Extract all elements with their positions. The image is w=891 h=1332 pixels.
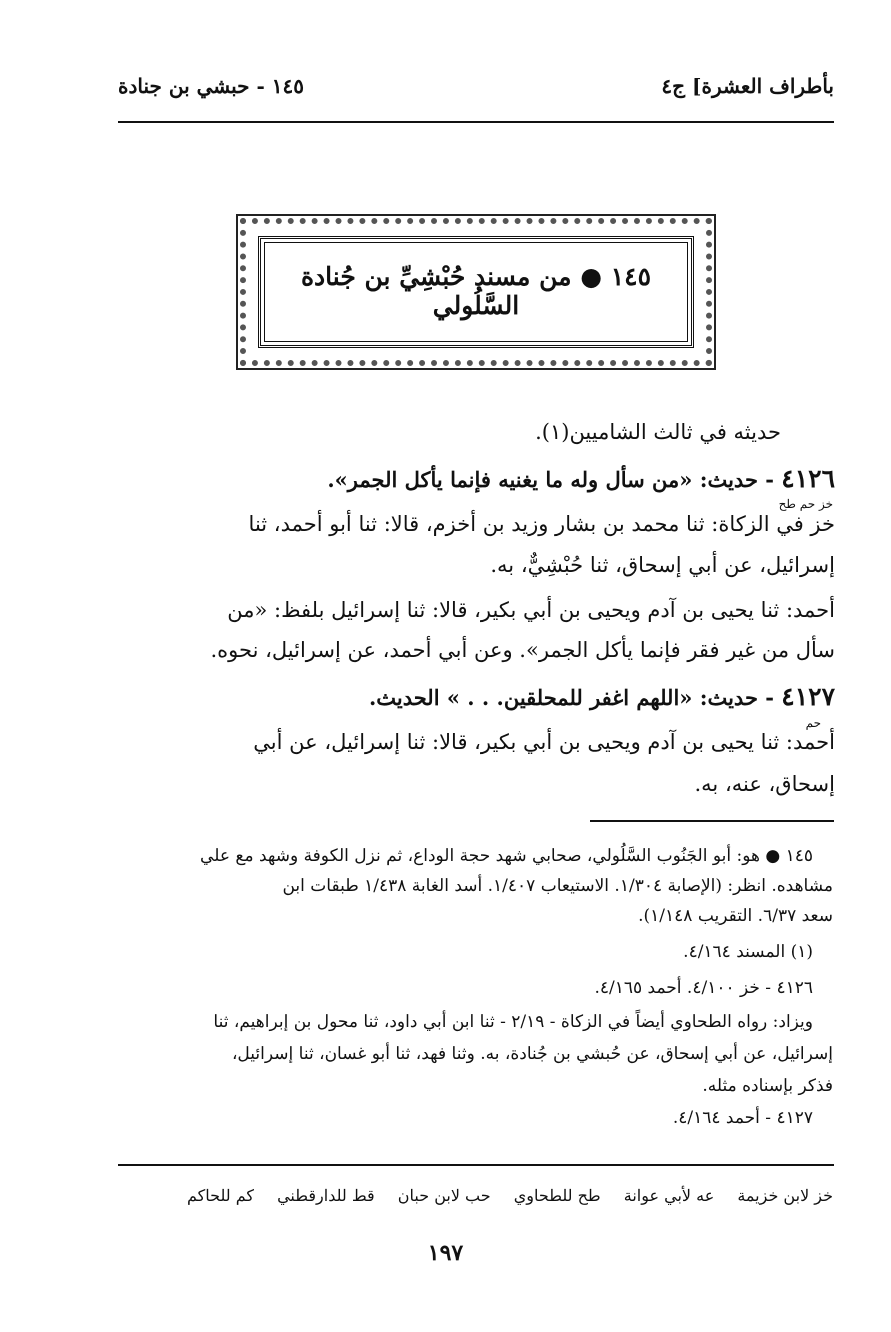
text-line: أحمد: ثنا يحيى بن آدم ويحيى بن أبي بكير، قالا: ثنا إسرائيل، عن أبي bbox=[253, 730, 835, 754]
abbreviation-item: خز لابن خزيمة bbox=[737, 1186, 833, 1205]
header-rule bbox=[118, 121, 834, 123]
hadith-heading-text: - حديث: «اللهم اغفر للمحلقين. . . » الحديث. bbox=[368, 685, 774, 710]
abbreviation-item: حب لابن حبان bbox=[397, 1186, 491, 1205]
running-header bbox=[118, 74, 834, 106]
hadith-4127-heading bbox=[118, 682, 835, 711]
footnote-line: مشاهده. انظر: (الإصابة ١/٣٠٤. الاستيعاب ١/٤٠٧. أسد الغابة ١/٤٣٨ طبقات ابن bbox=[282, 876, 833, 896]
intro-line: حديثه في ثالث الشاميين(١). bbox=[535, 420, 781, 444]
abbreviation-item: عه لأبي عوانة bbox=[623, 1186, 715, 1205]
text-line: إسحاق، عنه، به. bbox=[694, 772, 835, 796]
footnote-line: فذكر بإسناده مثله. bbox=[702, 1076, 833, 1096]
header-book-title: بأطراف العشرة] ج٤ bbox=[661, 74, 834, 98]
text-line: سأل من غير فقر فإنما يأكل الجمر». وعن أبي أحمد، عن إسرائيل، نحوه. bbox=[210, 638, 835, 662]
page-number: ١٩٧ bbox=[427, 1240, 464, 1266]
text-line: أحمد: ثنا يحيى بن آدم ويحيى بن أبي بكير، قالا: ثنا إسرائيل بلفظ: «من bbox=[227, 598, 835, 622]
footnote-rule bbox=[590, 820, 834, 822]
header-section-title: ١٤٥ - حبشي بن جنادة bbox=[118, 74, 304, 98]
hadith-4126-heading bbox=[118, 464, 835, 493]
footnote-line: سعد ٦/٣٧. التقريب ١/١٤٨). bbox=[638, 906, 833, 926]
footnote-line: ١٤٥ ● هو: أبو الجَنُوب السَّلُولي، صحابي شهد حجة الوداع، ثم نزل الكوفة وشهد مع علي bbox=[200, 846, 813, 866]
abbreviation-item: قط للدارقطني bbox=[277, 1186, 375, 1205]
footnote-line: (١) المسند ٤/١٦٤. bbox=[683, 942, 813, 962]
footnote-line: إسرائيل، عن أبي إسحاق، عن حُبشي بن جُنادة، به. وثنا فهد، ثنا أبو غسان، ثنا إسرائيل، bbox=[231, 1044, 833, 1064]
hadith-number: ٤١٢٦ bbox=[781, 464, 835, 493]
source-marks: خز حم طح bbox=[778, 497, 833, 511]
source-marks: حم bbox=[805, 716, 821, 730]
text-line: خز في الزكاة: ثنا محمد بن بشار وزيد بن أخزم، قالا: ثنا أبو أحمد، ثنا bbox=[248, 512, 835, 536]
footnote-line: ٤١٢٧ - أحمد ٤/١٦٤. bbox=[672, 1108, 813, 1128]
abbreviation-item: كم للحاكم bbox=[186, 1186, 254, 1205]
section-title: ١٤٥ ● من مسند حُبْشِيِّ بن جُنادة السَّلُولي bbox=[300, 262, 652, 320]
abbreviation-item: طح للطحاوي bbox=[513, 1186, 601, 1205]
footnote-line: ويزاد: رواه الطحاوي أيضاً في الزكاة - ٢/١٩ - ثنا ابن أبي داود، ثنا محول بن إبراهيم، ثنا bbox=[213, 1012, 813, 1032]
abbreviations-rule bbox=[118, 1164, 834, 1166]
text-line: إسرائيل، عن أبي إسحاق، ثنا حُبْشِيٌّ، به. bbox=[490, 553, 835, 577]
hadith-number: ٤١٢٧ bbox=[781, 682, 835, 711]
footnote-line: ٤١٢٦ - خز ٤/١٠٠. أحمد ٤/١٦٥. bbox=[594, 978, 813, 998]
abbreviations-legend bbox=[118, 1186, 833, 1205]
hadith-heading-text: - حديث: «من سأل وله ما يغنيه فإنما يأكل الجمر». bbox=[327, 467, 774, 492]
